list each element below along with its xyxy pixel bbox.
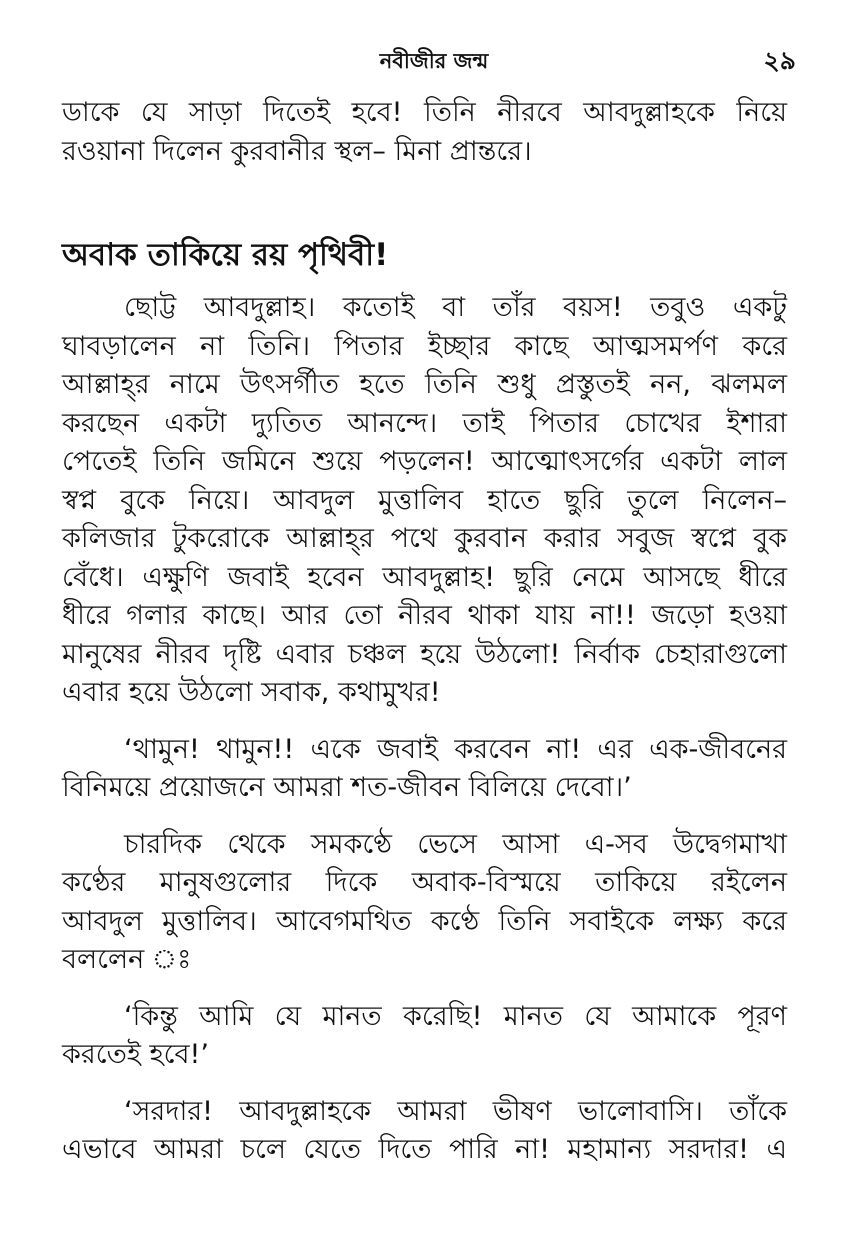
text-line: বললেন ঃ <box>62 944 192 975</box>
text-line: ‘সরদার! আবদুল্লাহকে আমরা ভীষণ ভালোবাসি। তাঁকে <box>124 1095 787 1127</box>
text-line: মানুষের নীরব দৃষ্টি এবার চঞ্চল হয়ে উঠলো! নির্বাক চেহারাগুলো <box>62 638 787 670</box>
paragraph-5 <box>62 1093 787 1170</box>
text-line: ঘাবড়ালেন না তিনি। পিতার ইচ্ছার কাছে আত্মসমর্পণ করে <box>62 330 787 362</box>
section-heading: অবাক তাকিয়ে রয় পৃথিবী! <box>62 237 389 273</box>
text-line: করতেই হবে!’ <box>62 1039 209 1070</box>
paragraph-4 <box>62 998 787 1075</box>
text-line: ‘কিন্তু আমি যে মানত করেছি! মানত যে আমাকে পূরণ <box>124 1000 787 1032</box>
paragraph-1 <box>62 289 787 713</box>
text-line: কলিজার টুকরোকে আল্লাহ্‌র পথে কুরবান করার সবুজ স্বপ্নে বুক <box>62 523 787 554</box>
text-line: বেঁধে। এক্ষুণি জবাই হবেন আবদুল্লাহ! ছুরি নেমে আসছে ধীরে <box>62 561 787 593</box>
text-line: আবদুল মুত্তালিব। আবেগমথিত কণ্ঠে তিনি সবাইকে লক্ষ্য করে <box>62 905 787 937</box>
continued-paragraph <box>62 94 787 171</box>
text-line: বিনিময়ে প্রয়োজনে আমরা শত-জীবন বিলিয়ে দেবো।’ <box>62 772 632 803</box>
page-body <box>62 94 787 1170</box>
running-head <box>0 46 868 86</box>
text-line: রওয়ানা দিলেন কুরবানীর স্থল– মিনা প্রান্তরে। <box>62 135 532 167</box>
text-line: ‘থামুন! থামুন!! একে জবাই করবেন না! এর এক-জীবনের <box>124 733 787 765</box>
running-title: নবীজীর জন্ম <box>379 49 489 73</box>
text-line: ছোট্ট আবদুল্লাহ। কতোই বা তাঁর বয়স! তবুও একটু <box>124 292 787 323</box>
text-line: করছেন একটা দ্যুতিত আনন্দে। তাই পিতার চোখের ইশারা <box>62 407 787 439</box>
text-line: আল্লাহ্‌র নামে উৎসর্গীত হতে তিনি শুধু প্রস্তুতই নন, ঝলমল <box>62 369 787 400</box>
text-line: কণ্ঠের মানুষগুলোর দিকে অবাক-বিস্ময়ে তাকিয়ে রইলেন <box>62 867 787 898</box>
paragraph-3 <box>62 826 787 980</box>
page-number: ২৯ <box>763 46 796 75</box>
text-line: স্বপ্ন বুকে নিয়ে। আবদুল মুত্তালিব হাতে ছুরি তুলে নিলেন– <box>62 484 787 516</box>
text-line: এভাবে আমরা চলে যেতে দিতে পারি না! মহামান্য সরদার! এ <box>62 1134 787 1165</box>
text-line: এবার হয়ে উঠলো সবাক, কথামুখর! <box>62 677 441 708</box>
text-line: ডাকে যে সাড়া দিতেই হবে! তিনি নীরবে আবদুল্লাহকে নিয়ে <box>62 97 787 128</box>
paragraph-2 <box>62 731 787 808</box>
text-line: চারদিক থেকে সমকণ্ঠে ভেসে আসা এ-সব উদ্বেগমাখা <box>124 828 787 860</box>
text-line: ধীরে গলার কাছে। আর তো নীরব থাকা যায় না!! জড়ো হওয়া <box>62 600 787 631</box>
text-line: পেতেই তিনি জমিনে শুয়ে পড়লেন! আত্মোৎসর্গের একটা লাল <box>62 446 787 477</box>
